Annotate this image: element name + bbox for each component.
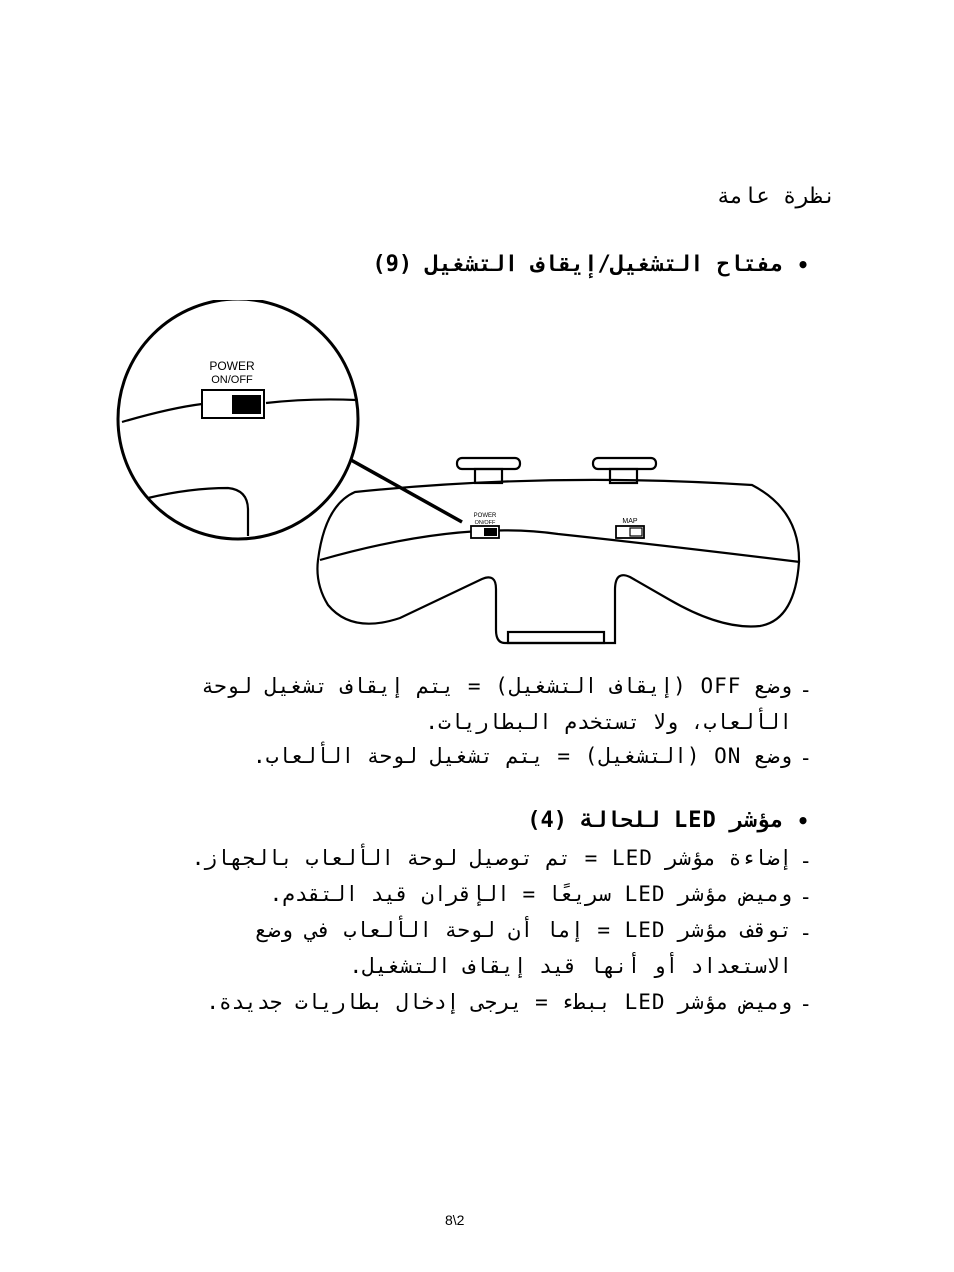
zoom-circle xyxy=(118,300,358,539)
zoom-power-label: POWER xyxy=(209,359,255,373)
list-item-led-fast: وميض مؤشر LED سريعًا = الإقران قيد التقدم. xyxy=(269,882,792,906)
list-dash: - xyxy=(799,921,812,945)
list-dash: - xyxy=(799,678,812,702)
list-item-off-line1: وضع OFF (إيقاف التشغيل) = يتم إيقاف تشغيل لوحة xyxy=(201,674,792,698)
controller-illustration xyxy=(110,300,810,650)
page-title: نظرة عامة xyxy=(716,184,836,209)
list-dash: - xyxy=(799,885,812,909)
controller-onoff-label: ON/OFF xyxy=(474,520,496,526)
zoom-switch-knob xyxy=(232,395,261,414)
list-dash: - xyxy=(799,992,812,1016)
bullet-icon: • xyxy=(796,252,810,277)
list-item-on: وضع ON (التشغيل) = يتم تشغيل لوحة الألعاب. xyxy=(252,744,792,768)
controller-body xyxy=(317,480,799,643)
bullet-icon: • xyxy=(796,808,810,833)
map-switch-knob xyxy=(630,528,642,536)
list-item-led-off-line1: توقف مؤشر LED = إما أن لوحة الألعاب في وضع xyxy=(254,918,792,942)
list-dash: - xyxy=(799,746,812,770)
section-heading-text: مؤشر LED للحالة (4) xyxy=(527,808,783,833)
page-number: 8\2 xyxy=(445,1212,465,1228)
controller-switch-knob xyxy=(484,528,497,536)
map-label: MAP xyxy=(622,518,638,525)
section-heading-text: مفتاح التشغيل/إيقاف التشغيل (9) xyxy=(372,252,783,277)
list-item-led-off-line2: الاستعداد أو أنها قيد إيقاف التشغيل. xyxy=(349,954,792,978)
list-dash: - xyxy=(799,849,812,873)
zoom-edge-line xyxy=(122,404,202,422)
section-heading-power-switch xyxy=(372,252,810,277)
zoom-onoff-label: ON/OFF xyxy=(211,374,253,386)
list-item-led-slow: وميض مؤشر LED ببطء = يرجى إدخال بطاريات جديدة. xyxy=(206,990,792,1014)
section-heading-led xyxy=(527,808,810,833)
controller-power-label: POWER xyxy=(473,513,497,519)
list-item-off-line2: الألعاب، ولا تستخدم البطاريات. xyxy=(425,710,792,734)
list-item-led-on: إضاءة مؤشر LED = تم توصيل لوحة الألعاب بالجهاز. xyxy=(191,846,792,870)
